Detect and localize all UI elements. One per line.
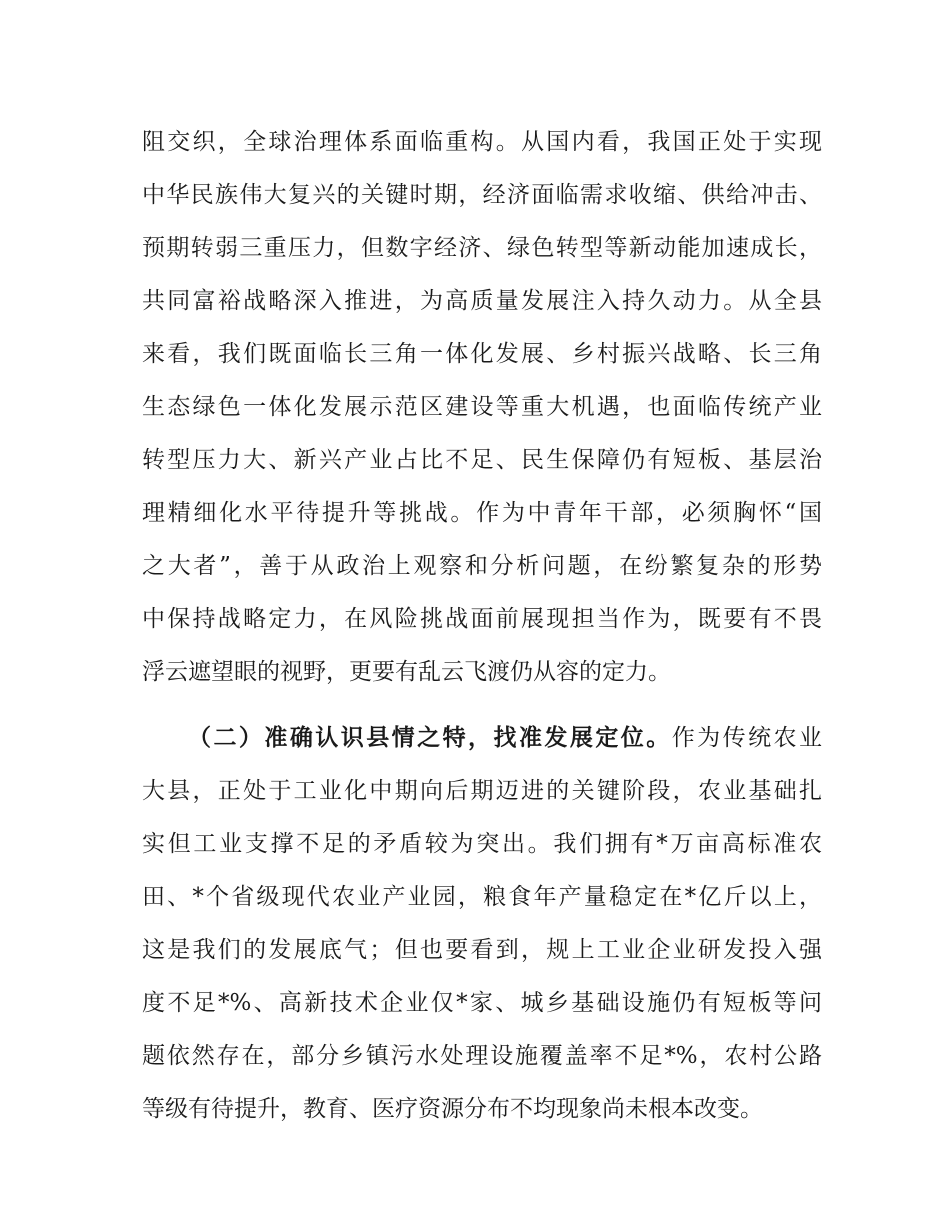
paragraph-1-line: 生态绿色一体化发展示范区建设等重大机遇，也面临传统产业 [142,394,822,420]
section-heading: （二）准确认识县情之特，找准发展定位。 [188,724,672,751]
paragraph-2-line: 田、*个省级现代农业产业园，粮食年产量稳定在*亿斤以上， [142,884,822,910]
paragraph-2-line: 题依然存在，部分乡镇污水处理设施覆盖率不足*%，农村公路 [142,1043,822,1069]
paragraph-2-line: 大县，正处于工业化中期向后期迈进的关键阶段，农业基础扎 [142,778,822,804]
paragraph-2-line: 等级有待提升，教育、医疗资源分布不均现象尚未根本改变。 [142,1096,763,1122]
paragraph-2-line: 度不足*%、高新技术企业仅*家、城乡基础设施仍有短板等问 [142,990,822,1016]
paragraph-1-line: 阻交织，全球治理体系面临重构。从国内看，我国正处于实现 [142,129,822,155]
paragraph-1-line: 中保持战略定力，在风险挑战面前展现担当作为，既要有不畏 [142,606,822,632]
paragraph-1-line: 预期转弱三重压力，但数字经济、绿色转型等新动能加速成长， [142,235,822,261]
paragraph-2-line: 这是我们的发展底气；但也要看到，规上工业企业研发投入强 [142,937,822,963]
paragraph-1-line: 之大者”，善于从政治上观察和分析问题，在纷繁复杂的形势 [142,553,822,579]
paragraph-2-first-line [188,718,822,758]
paragraph-2-line: 实但工业支撑不足的矛盾较为突出。我们拥有*万亩高标准农 [142,831,822,857]
paragraph-1-line: 转型压力大、新兴产业占比不足、民生保障仍有短板、基层治 [142,447,822,473]
paragraph-1-line: 理精细化水平待提升等挑战。作为中青年干部，必须胸怀“国 [142,500,822,526]
paragraph-1-line: 来看，我们既面临长三角一体化发展、乡村振兴战略、长三角 [142,341,822,367]
paragraph-1-line: 共同富裕战略深入推进，为高质量发展注入持久动力。从全县 [142,288,822,314]
paragraph-1-line: 浮云遮望眼的视野，更要有乱云飞渡仍从容的定力。 [142,659,671,685]
paragraph-2-first-line-text: 作为传统农业 [671,725,822,751]
paragraph-1-line: 中华民族伟大复兴的关键时期，经济面临需求收缩、供给冲击、 [142,182,822,208]
